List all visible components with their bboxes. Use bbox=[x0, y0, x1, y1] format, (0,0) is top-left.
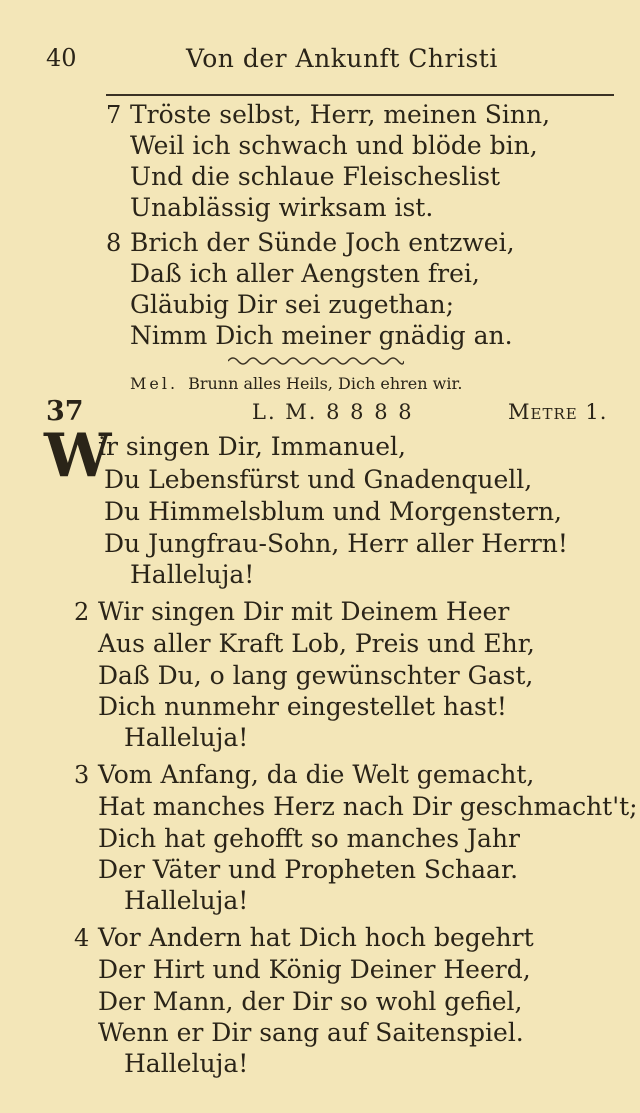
verse-number: 8 bbox=[106, 229, 122, 257]
verse-line: Der Väter und Propheten Schaar. bbox=[98, 855, 519, 884]
page-number: 40 bbox=[46, 44, 77, 72]
verse-line: Der Hirt und König Deiner Heerd, bbox=[98, 955, 531, 984]
verse-line: Wir singen Dir mit Deinem Heer bbox=[98, 597, 510, 626]
verse-number: 2 bbox=[74, 598, 90, 626]
verse-line: Unablässig wirksam ist. bbox=[130, 193, 434, 222]
verse-line: Nimm Dich meiner gnädig an. bbox=[130, 321, 513, 350]
verse-line: Der Mann, der Dir so wohl gefiel, bbox=[98, 987, 523, 1016]
verse-line: Tröste selbst, Herr, meinen Sinn, bbox=[130, 100, 551, 129]
verse-line: Brich der Sünde Joch entzwei, bbox=[130, 228, 515, 257]
halleluja-line: Halleluja! bbox=[124, 723, 249, 752]
hymn-metre: Metre 1. bbox=[508, 400, 608, 424]
verse-line: Aus aller Kraft Lob, Preis und Ehr, bbox=[98, 629, 535, 658]
melody-note bbox=[130, 374, 462, 393]
verse-number: 3 bbox=[74, 761, 90, 789]
verse-line: Dich nunmehr eingestellet hast! bbox=[98, 692, 507, 721]
verse-line: Und die schlaue Fleischeslist bbox=[130, 162, 501, 191]
verse-line: Daß Du, o lang gewünschter Gast, bbox=[98, 661, 534, 690]
hymn-meter: L. M. 8 8 8 8 bbox=[252, 400, 414, 424]
verse-line: Gläubig Dir sei zugethan; bbox=[130, 290, 455, 319]
verse-number: 4 bbox=[74, 924, 90, 952]
verse-line: Du Lebensfürst und Gnadenquell, bbox=[104, 465, 533, 494]
halleluja-line: Halleluja! bbox=[130, 560, 255, 589]
verse-number: 7 bbox=[106, 101, 122, 129]
verse-line: ir singen Dir, Immanuel, bbox=[98, 432, 406, 461]
header-rule bbox=[106, 94, 614, 96]
verse-line: Hat manches Herz nach Dir geschmacht't; bbox=[98, 792, 638, 821]
page-header bbox=[46, 44, 612, 80]
verse-line: Wenn er Dir sang auf Saitenspiel. bbox=[98, 1018, 524, 1047]
hymn-number: 37 bbox=[46, 396, 84, 427]
verse-line: Weil ich schwach und blöde bin, bbox=[130, 131, 538, 160]
verse-line: Du Jungfrau-Sohn, Herr aller Herrn! bbox=[104, 529, 568, 558]
running-title: Von der Ankunft Christi bbox=[186, 44, 498, 73]
verse-line: Daß ich aller Aengsten frei, bbox=[130, 259, 480, 288]
verse-line: Vor Andern hat Dich hoch begehrt bbox=[98, 923, 534, 952]
melody-text: Brunn alles Heils, Dich ehren wir. bbox=[188, 374, 463, 393]
halleluja-line: Halleluja! bbox=[124, 886, 249, 915]
drop-cap: W bbox=[44, 421, 112, 491]
wave-ornament bbox=[228, 354, 404, 368]
verse-line: Vom Anfang, da die Welt gemacht, bbox=[98, 760, 535, 789]
halleluja-line: Halleluja! bbox=[124, 1049, 249, 1078]
verse-line: Du Himmelsblum und Morgenstern, bbox=[104, 497, 562, 526]
melody-label: Mel. bbox=[130, 374, 179, 393]
verse-line: Dich hat gehofft so manches Jahr bbox=[98, 824, 520, 853]
